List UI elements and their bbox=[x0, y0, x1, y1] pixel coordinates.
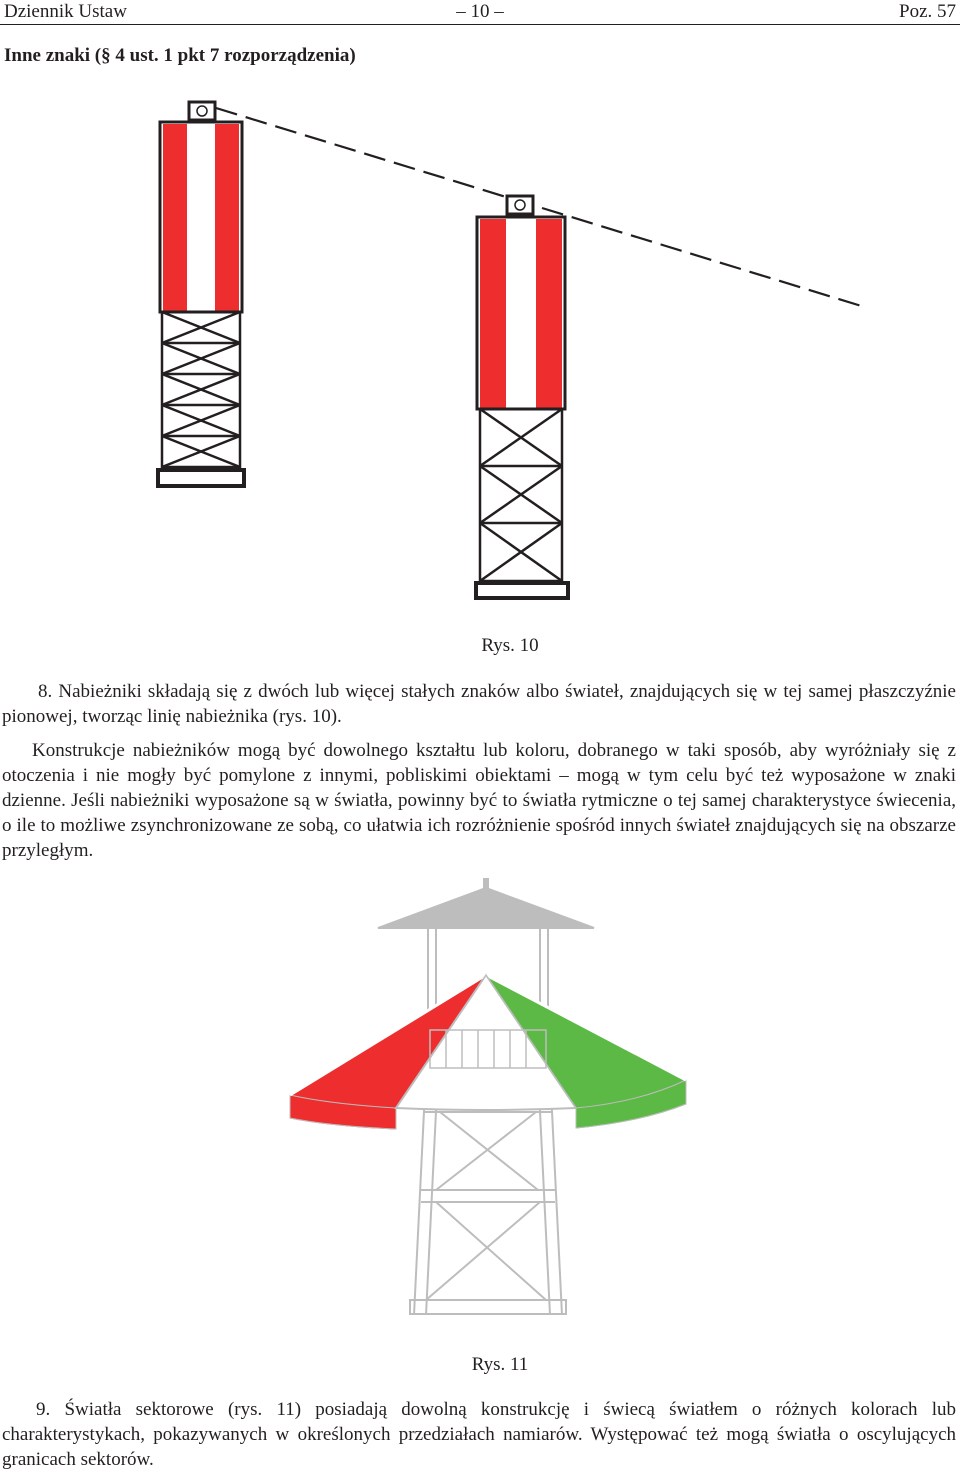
figure-11-caption-text: Rys. 11 bbox=[471, 1354, 529, 1375]
leading-marks-figure bbox=[0, 90, 960, 610]
rear-mark-light bbox=[189, 102, 215, 120]
paragraph-8-continued: Konstrukcje nabieżników mogą być dowolnego kształtu lub koloru, dobranego w taki sposób, aby wyróżniały się z otoczenia i nie mogły być pomylone z innymi, pobliskimi obiektami – mogą w tym celu być też wyposażone w znaki dzienne. Jeśli nabieżniki wyposażone są w światła, powinny być to światła rytmiczne o tej samej charakterystyce świecenia, o ile to możliwe zsynchronizowane ze sobą, co ułatwia ich rozróżnienie spośród innych świateł znajdujących się na obszarze przyległym. bbox=[2, 740, 956, 861]
rear-mark-lattice bbox=[162, 312, 240, 467]
front-mark-lattice bbox=[480, 409, 562, 581]
front-mark-light bbox=[507, 196, 533, 214]
rear-mark-base bbox=[158, 470, 244, 486]
rear-mark-daymark bbox=[160, 122, 242, 312]
front-leading-mark bbox=[476, 196, 568, 598]
section-title: Inne znaki (§ 4 ust. 1 pkt 7 rozporządzenia) bbox=[4, 45, 356, 66]
sector-lights-figure bbox=[0, 870, 960, 1340]
position-number: Poz. 57 bbox=[899, 1, 956, 22]
publication-title: Dziennik Ustaw bbox=[4, 1, 127, 22]
figure-11-caption bbox=[0, 1353, 960, 1377]
figure-10-caption: Rys. 10 bbox=[481, 635, 539, 656]
front-mark-base bbox=[476, 583, 568, 598]
header-divider bbox=[0, 24, 960, 25]
page-number: – 10 – bbox=[456, 1, 504, 22]
paragraph-8: 8. Nabieżniki składają się z dwóch lub więcej stałych znaków albo świateł, znajdujących się w tej samej płaszczyźnie pionowej, tworząc linię nabieżnika (rys. 10). bbox=[2, 681, 956, 727]
front-mark-daymark bbox=[477, 217, 565, 409]
paragraph-9: 9. Światła sektorowe (rys. 11) posiadają dowolną konstrukcję i świecą światłem o różnych kolorach lub charakterystykach, pokazywanych w określonych przedziałach namiarów. Występować też mogą światła o oscylujących granicach sektorów. bbox=[2, 1399, 956, 1470]
rear-leading-mark bbox=[158, 102, 244, 486]
